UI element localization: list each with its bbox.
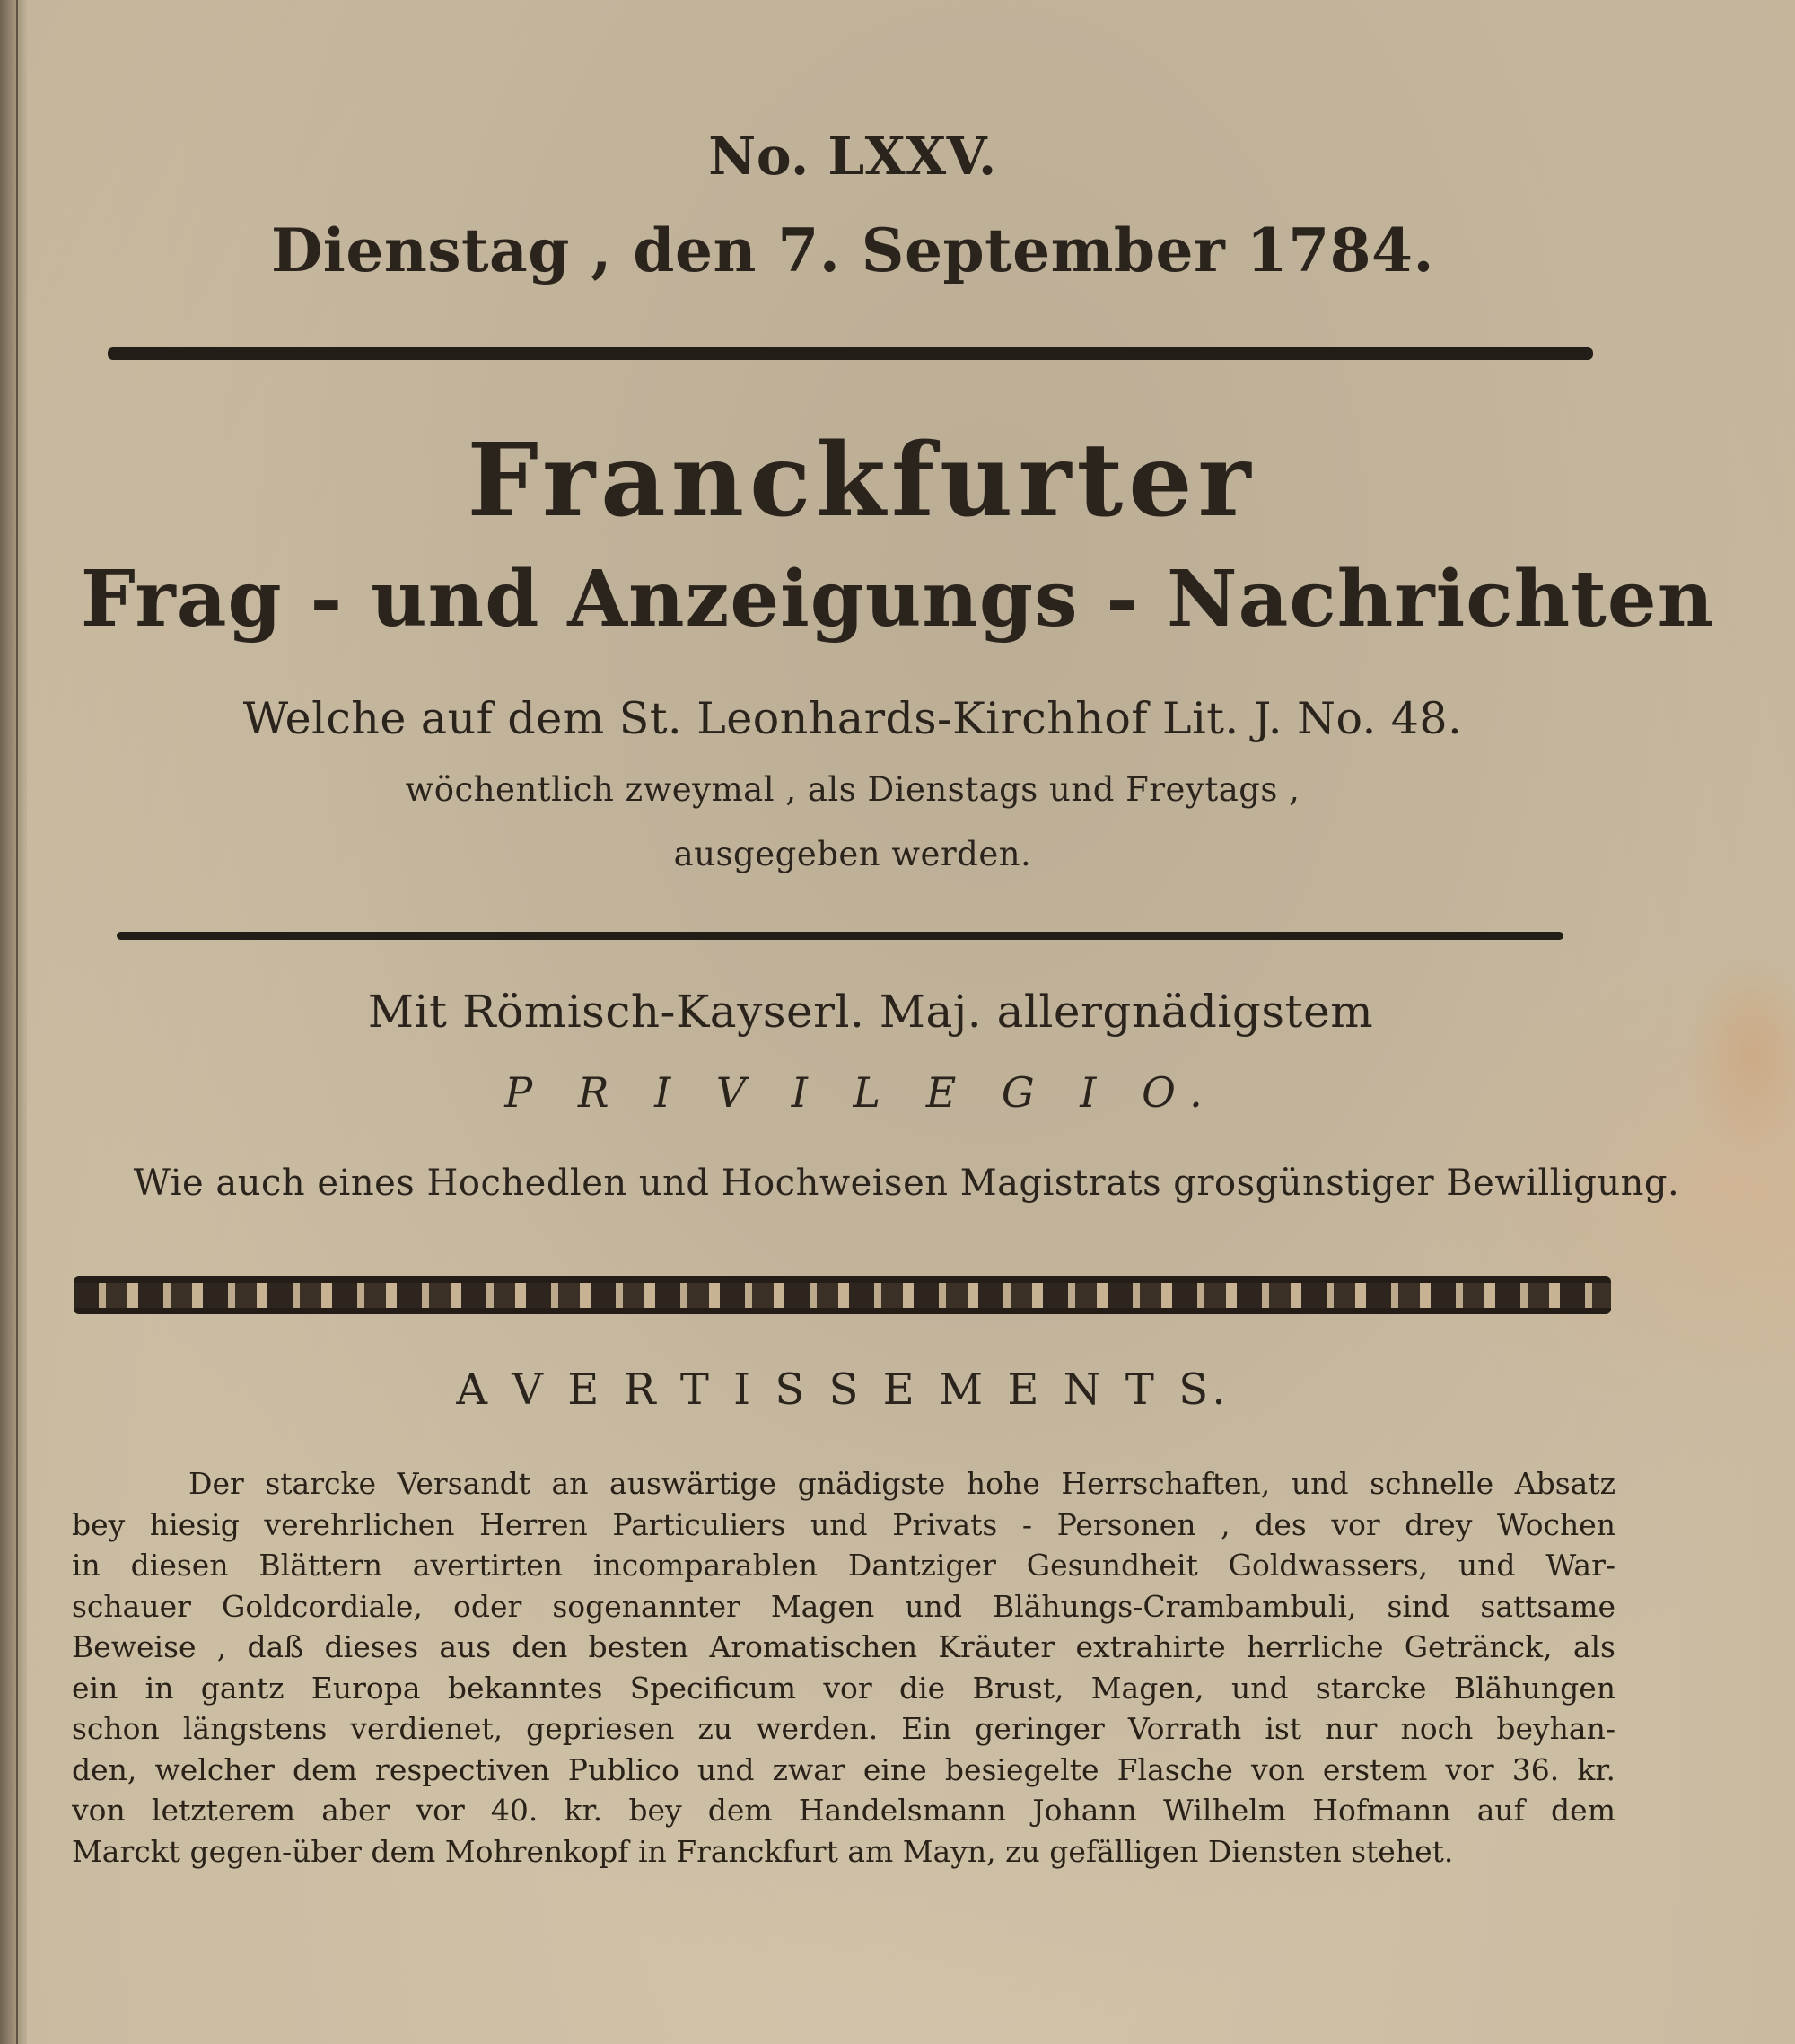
masthead-sub-line2: wöchentlich zweymal , als Dienstags und Freytags ,: [405, 770, 1300, 809]
masthead-sub-line3: ausgegeben werden.: [673, 835, 1032, 873]
masthead-title-line1: Franckfurter: [467, 422, 1256, 540]
paragraph-line: Marckt gegen-über dem Mohrenkopf in Franckfurt am Mayn, zu gefälligen Diensten stehet.: [72, 1833, 1454, 1869]
privilege-line1: Mit Römisch-Kayserl. Maj. allergnädigstem: [367, 986, 1374, 1038]
top-rule: [108, 347, 1593, 360]
issue-date: Dienstag , den 7. September 1784.: [271, 215, 1434, 285]
paragraph-line: bey hiesig verehrlichen Herren Particuliers und Privats - Personen , des vor drey Wochen: [72, 1506, 1616, 1542]
paragraph-line: von letzterem aber vor 40. kr. bey dem Handelsmann Johann Wilhelm Hofmann auf dem: [72, 1793, 1616, 1828]
masthead-sub-line1: Welche auf dem St. Leonhards-Kirchhof Lit. J. No. 48.: [242, 693, 1463, 744]
middle-rule: [117, 932, 1563, 940]
paragraph-line: Beweise , daß dieses aus den besten Aromatischen Kräuter extrahirte herrliche Getränck, als: [72, 1629, 1616, 1664]
paragraph-line: schon längstens verdienet, gepriesen zu werden. Ein geringer Vorrath ist nur noch beyhan-: [72, 1711, 1616, 1746]
paragraph-line: schauer Goldcordiale, oder sogenannter Magen und Blähungs-Crambambuli, sind sattsame: [72, 1588, 1616, 1624]
privilege-line2: P R I V I L E G I O.: [504, 1068, 1219, 1117]
paragraph-line: den, welcher dem respectiven Publico und zwar eine besiegelte Flasche von erstem vor 36. kr.: [72, 1751, 1616, 1787]
paper-stain: [1687, 952, 1795, 1158]
issue-number: No. LXXV.: [708, 126, 997, 187]
masthead-title-line2: Frag - und Anzeigungs - Nachrichten: [80, 554, 1715, 645]
decorative-border: [74, 1276, 1611, 1314]
paragraph-line: Der starcke Versandt an auswärtige gnädigste hohe Herrschaften, und schnelle Absatz: [188, 1466, 1616, 1501]
paragraph-line: in diesen Blättern avertirten incomparablen Dantziger Gesundheit Goldwassers, und War-: [72, 1548, 1616, 1583]
advertisement-paragraph: [72, 1463, 1616, 1872]
paragraph-line: ein in gantz Europa bekanntes Specificum vor die Brust, Magen, und starcke Blähungen: [72, 1670, 1616, 1706]
section-heading: A V E R T I S S E M E N T S.: [456, 1364, 1231, 1415]
privilege-line3: Wie auch eines Hochedlen und Hochweisen Magistrats grosgünstiger Bewilligung.: [133, 1162, 1680, 1204]
